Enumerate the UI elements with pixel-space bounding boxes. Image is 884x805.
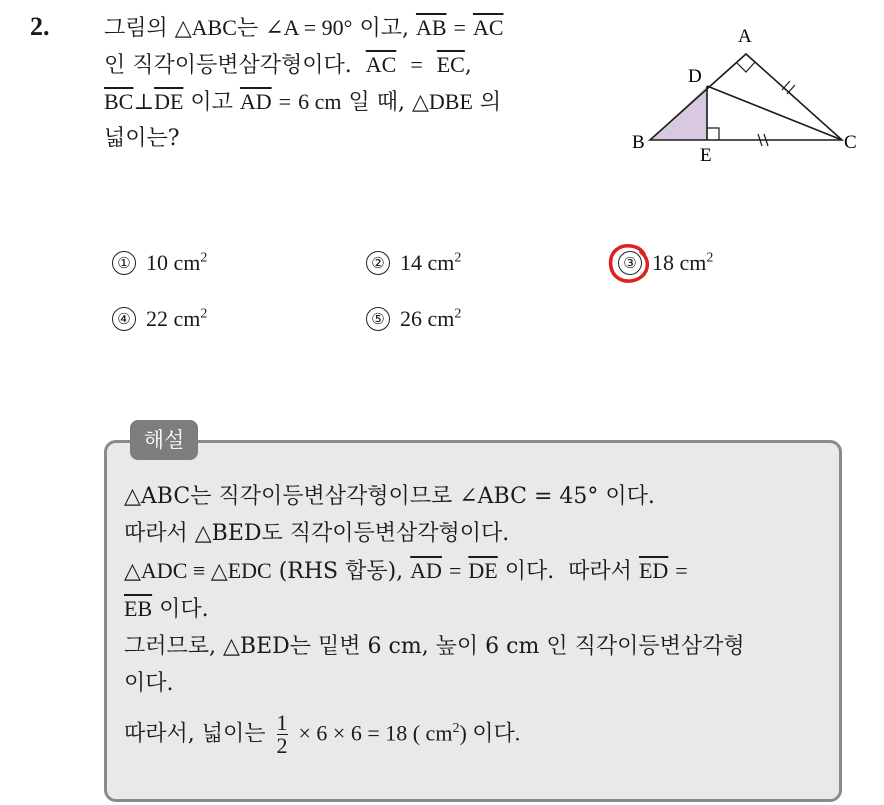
triangle-figure xyxy=(620,18,870,178)
choice-2[interactable] xyxy=(366,250,461,276)
tick-marks-ac xyxy=(782,81,795,94)
solution-line-6: 이다. xyxy=(124,671,174,696)
question-number: 2. xyxy=(30,12,50,41)
fraction-denominator: 2 xyxy=(276,732,288,758)
right-angle-mark-e xyxy=(707,128,719,140)
label-b: B xyxy=(632,132,645,153)
segment-dc xyxy=(707,86,842,140)
choice-1-exponent: 2 xyxy=(200,250,208,266)
solution-line-7-end: ) 이다. xyxy=(459,720,521,746)
answer-circle-mark xyxy=(606,240,652,286)
solution-line-2: 따라서 △BED도 직각이등변삼각형이다. xyxy=(124,521,510,546)
fraction-numerator: 1 xyxy=(276,709,288,735)
choice-4-number: ④ xyxy=(112,307,136,331)
right-angle-mark-a xyxy=(737,62,755,72)
choice-4-value: 22 cm xyxy=(146,306,201,331)
choice-3-number: ③ xyxy=(618,251,642,275)
fraction-one-half xyxy=(276,709,288,758)
label-a: A xyxy=(738,26,752,47)
solution-line-5: 그러므로, △BED는 밑변 6 cm, 높이 6 cm 인 직각이등변삼각형 xyxy=(124,634,745,659)
choice-5-number: ⑤ xyxy=(366,307,390,331)
solution-line-4: $\overline{EB}$ 이다. xyxy=(124,596,209,622)
solution-line-7-exponent: 2 xyxy=(452,721,460,736)
label-d: D xyxy=(688,66,702,87)
solution-line-7-suffix: × 6 × 6 = 18 ( cm xyxy=(298,720,453,746)
question-text xyxy=(104,10,604,157)
label-c: C xyxy=(844,132,857,153)
solution-text xyxy=(124,478,824,757)
choice-4[interactable] xyxy=(112,306,207,332)
label-e: E xyxy=(700,145,712,166)
question-line-1: 그림의 △ABC는 ∠A = 90° 이고, $\overline{AB} = \overline{AC}$ xyxy=(104,15,504,41)
question-line-3: $\overline{BC}\perp\overline{DE}$ 이고 $\overline{AD} = 6$ cm 일 때, △DBE 의 xyxy=(104,89,502,115)
solution-line-7 xyxy=(124,710,824,757)
choice-1-number: ① xyxy=(112,251,136,275)
choice-1[interactable] xyxy=(112,250,207,276)
choice-5-exponent: 2 xyxy=(454,306,462,322)
question-line-2: 인 직각이등변삼각형이다. $\overline{AC} = \overline{EC}$, xyxy=(104,52,472,78)
choice-5-value: 26 cm xyxy=(400,306,455,331)
solution-tab: 해설 xyxy=(130,420,198,460)
question-line-4: 넓이는? xyxy=(104,126,180,151)
choice-2-exponent: 2 xyxy=(454,250,462,266)
choice-3-exponent: 2 xyxy=(706,250,714,266)
choice-2-number: ② xyxy=(366,251,390,275)
solution-line-3: △ADC ≡ △EDC (RHS 합동), $\overline{AD} = \overline{DE}$ 이다. 따라서 $\overline{ED}$ = xyxy=(124,558,688,584)
choice-2-value: 14 cm xyxy=(400,250,455,275)
choice-5[interactable] xyxy=(366,306,461,332)
choice-3-value: 18 cm xyxy=(652,250,707,275)
solution-line-7-prefix: 따라서, 넓이는 xyxy=(124,721,266,747)
choice-4-exponent: 2 xyxy=(200,306,208,322)
solution-line-1: △ABC는 직각이등변삼각형이므로 ∠ABC = 45° 이다. xyxy=(124,484,655,509)
choice-1-value: 10 cm xyxy=(146,250,201,275)
